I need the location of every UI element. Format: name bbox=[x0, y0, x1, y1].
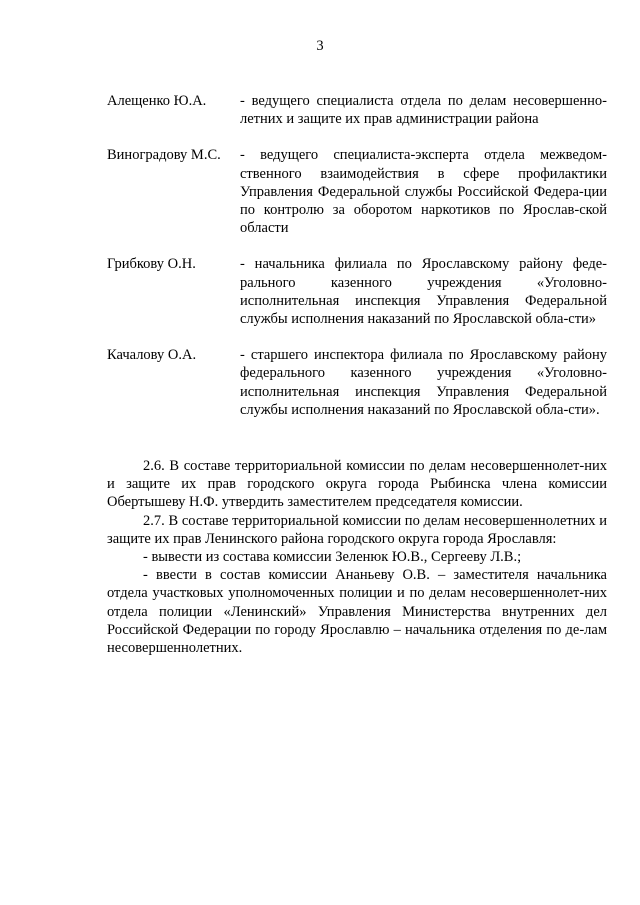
clause-2-6: 2.6. В составе территориальной комиссии по делам несовершеннолет-них и защите их прав городского округа города Рыбинска члена комиссии Обертышеву Н.Ф. утвердить заместителем председателя комиссии. bbox=[107, 458, 607, 511]
appointee-entry bbox=[107, 255, 607, 328]
appointee-name: Качалову О.А. bbox=[107, 347, 197, 364]
clause-2-7-remove: - вывести из состава комиссии Зеленюк Ю.В., Сергееву Л.В.; bbox=[143, 549, 522, 566]
appointees-list bbox=[107, 92, 607, 437]
appointee-entry bbox=[107, 92, 607, 128]
resolution-body bbox=[107, 457, 607, 657]
appointee-position: - старшего инспектора филиала по Ярославскому району федерального казенного учреждения «Уголовно-исполнительная инспекция Управления Федеральной службы исполнения наказаний по Ярославской обла-сти». bbox=[240, 347, 607, 418]
appointee-position: - ведущего специалиста отдела по делам несовершенно-летних и защите их прав администрации района bbox=[240, 93, 607, 128]
appointee-position: - ведущего специалиста-эксперта отдела межведом-ственного взаимодействия в сфере профилактики Управления Федеральной службы Российской Федера-ции по контролю за оборотом наркотиков по Ярослав-ской области bbox=[240, 147, 607, 237]
appointee-position: - начальника филиала по Ярославскому району феде-рального казенного учреждения «Уголовно-исполнительная инспекция Управления Федеральной службы исполнения наказаний по Ярославской обла-сти» bbox=[240, 256, 607, 328]
appointee-entry bbox=[107, 146, 607, 237]
clause-2-7-add: - ввести в состав комиссии Ананьеву О.В. – заместителя начальника отдела участковых уполномоченных полиции и по делам несовершеннолет-них отдела полиции «Ленинский» Управления Министерства внутренних дел Российской Федерации по городу Ярославлю – начальника отделения по де-лам несовершеннолетних. bbox=[107, 567, 607, 657]
clause-2-7: 2.7. В составе территориальной комиссии по делам несовершеннолетних и защите их прав Ленинского района городского округа города Ярославля: bbox=[107, 512, 607, 547]
appointee-name: Виноградову М.С. bbox=[107, 147, 221, 164]
page-number: 3 bbox=[316, 38, 324, 54]
appointee-entry bbox=[107, 346, 607, 419]
appointee-name: Алещенко Ю.А. bbox=[107, 93, 207, 109]
appointee-name: Грибкову О.Н. bbox=[107, 256, 196, 273]
